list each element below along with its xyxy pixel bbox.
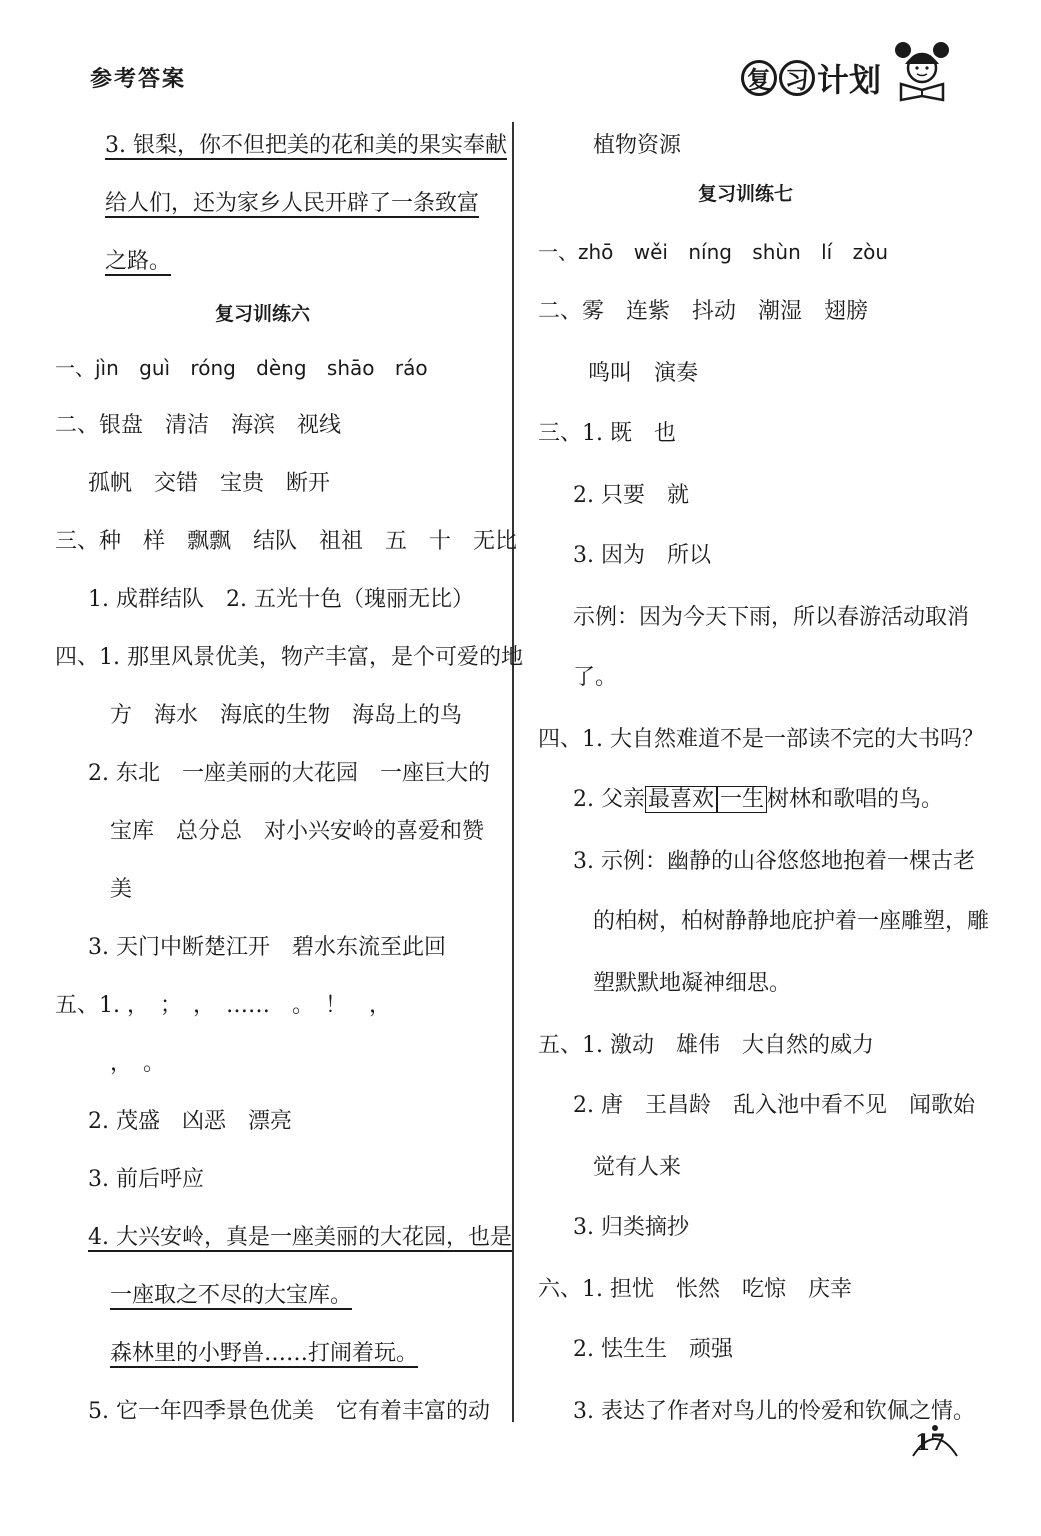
answer-line: 三、1. 既 也 (538, 421, 676, 446)
header-right-title (741, 55, 881, 101)
answer-line: 1. 成群结队 2. 五光十色（瑰丽无比） (88, 587, 474, 612)
answer-line: 一、zhō wěi níng shùn lí zòu (538, 240, 888, 264)
answer-line: 方 海水 海底的生物 海岛上的鸟 (110, 703, 463, 728)
answer-line: 植物资源 (593, 133, 682, 158)
answer-line: 3. 天门中断楚江开 碧水东流至此回 (88, 935, 446, 960)
answer-line: 2. 只要 就 (573, 483, 689, 508)
answer-line: 二、雾 连紫 抖动 潮湿 翅膀 (538, 299, 869, 324)
answer-line: 了。 (573, 665, 618, 690)
answer-line: 四、1. 那里风景优美，物产丰富，是个可爱的地 (55, 645, 523, 670)
answer-line: 一座取之不尽的大宝库。 (110, 1283, 353, 1308)
answer-line: 3. 归类摘抄 (573, 1215, 689, 1240)
answer-line: 2. 唐 王昌龄 乱入池中看不见 闻歌始 (573, 1093, 975, 1118)
answer-line: 塑默默地凝神细思。 (593, 971, 792, 996)
answer-line: 二、银盘 清洁 海滨 视线 (55, 413, 342, 438)
page-number: 17 (915, 1430, 946, 1456)
section-title: 复习训练七 (698, 183, 794, 205)
answer-line: 2. 茂盛 凶恶 漂亮 (88, 1109, 292, 1134)
header-circled-char-1: 复 (741, 60, 777, 96)
boxed-word: 一生 (717, 786, 767, 813)
answer-line: 五、1. ， ； ， …… 。 ！ ， (55, 993, 391, 1018)
answer-line: 孤帆 交错 宝贵 断开 (88, 471, 331, 496)
section-title: 复习训练六 (215, 303, 311, 325)
answer-line: 3. 银梨，你不但把美的花和美的果实奉献 (105, 133, 507, 158)
reading-girl-icon (893, 38, 951, 102)
answer-line: 2. 怯生生 顽强 (573, 1337, 733, 1362)
answer-line: 觉有人来 (593, 1155, 682, 1180)
answer-line: 3. 表达了作者对鸟儿的怜爱和钦佩之情。 (573, 1399, 975, 1424)
answer-line: 3. 示例：幽静的山谷悠悠地抱着一棵古老 (573, 849, 975, 874)
answer-line: 四、1. 大自然难道不是一部读不完的大书吗？ (538, 727, 984, 752)
answer-line: ， 。 (110, 1051, 166, 1076)
column-divider (512, 122, 514, 1422)
answer-line: 美 (110, 877, 133, 902)
answer-line: 4. 大兴安岭，真是一座美丽的大花园，也是 (88, 1225, 512, 1250)
answer-line: 的柏树，柏树静静地庇护着一座雕塑，雕 (593, 909, 990, 934)
answer-line: 宝库 总分总 对小兴安岭的喜爱和赞 (110, 819, 485, 844)
answer-line: 森林里的小野兽……打闹着玩。 (110, 1341, 419, 1366)
answer-line: 六、1. 担忧 怅然 吃惊 庆幸 (538, 1277, 852, 1302)
header-left-title: 参考答案 (90, 66, 187, 92)
answer-line: 5. 它一年四季景色优美 它有着丰富的动 (88, 1399, 490, 1424)
answer-line: 三、种 样 飘飘 结队 祖祖 五 十 无比 (55, 529, 518, 554)
answer-line: 2. 父亲 最喜欢 一生 树林和歌唱的鸟。 (573, 787, 944, 812)
answer-line: 3. 前后呼应 (88, 1167, 204, 1192)
answer-line: 3. 因为 所以 (573, 543, 711, 568)
header-plain-text: 计划 (816, 61, 881, 99)
answer-line: 2. 东北 一座美丽的大花园 一座巨大的 (88, 761, 490, 786)
answer-line: 之路。 (105, 249, 172, 274)
answer-line: 一、jìn guì róng dèng shāo ráo (55, 356, 428, 380)
boxed-word: 最喜欢 (645, 786, 717, 813)
answer-line: 示例：因为今天下雨，所以春游活动取消 (573, 605, 970, 630)
answer-line: 鸣叫 演奏 (588, 361, 699, 386)
header-circled-char-2: 习 (779, 60, 815, 96)
answer-line: 给人们，还为家乡人民开辟了一条致富 (105, 191, 480, 216)
answer-line: 五、1. 激动 雄伟 大自然的威力 (538, 1033, 874, 1058)
